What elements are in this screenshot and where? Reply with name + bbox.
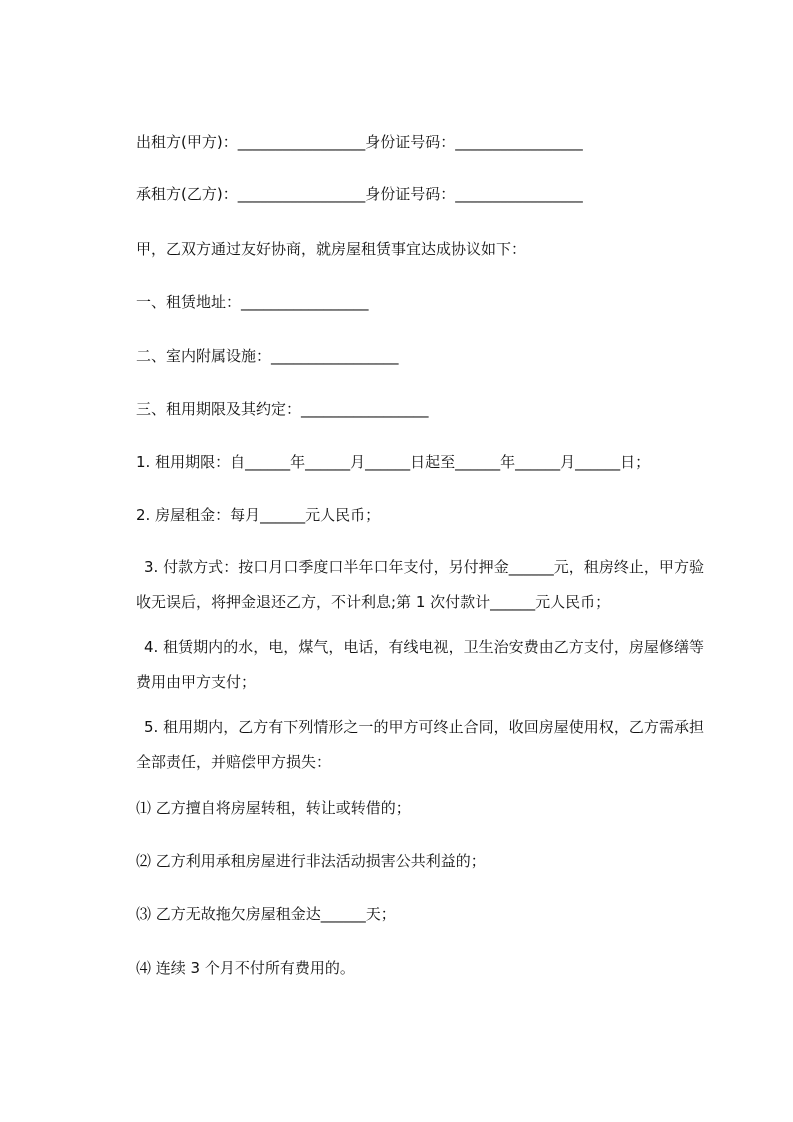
item-payment: 3. 付款方式：按口月口季度口半年口年支付，另付押金______元，租房终止，甲方验收无误后，将押金退还乙方，不计利息;第 1 次付款计______元人民币；	[136, 558, 704, 611]
item-rental-period: 1. 租用期限：自______年______月______日起至______年______月______日；	[136, 453, 651, 471]
sub-item-1: ⑴ 乙方擅自将房屋转租，转让或转借的；	[136, 799, 411, 817]
sub-item-2: ⑵ 乙方利用承租房屋进行非法活动损害公共利益的；	[136, 852, 486, 870]
sub-item-3: ⑶ 乙方无故拖欠房屋租金达______天；	[136, 905, 396, 923]
sub-item-4: ⑷ 连续 3 个月不付所有费用的。	[136, 959, 355, 977]
section-facilities: 二、室内附属设施：_________________	[136, 347, 399, 365]
intro-paragraph: 甲，乙双方通过友好协商，就房屋租赁事宜达成协议如下：	[136, 240, 527, 258]
section-term: 三、租用期限及其约定：_________________	[136, 400, 429, 418]
item-rent: 2. 房屋租金：每月______元人民币；	[136, 506, 381, 524]
lessor-line: 出租方(甲方)：_________________身份证号码：_________________	[136, 133, 583, 151]
lessee-line: 承租方(乙方)：_________________身份证号码：_________________	[136, 185, 583, 203]
section-rental-address: 一、租赁地址：_________________	[136, 293, 369, 311]
item-termination: 5. 租用期内，乙方有下列情形之一的甲方可终止合同，收回房屋使用权，乙方需承担全部责任，并赔偿甲方损失：	[136, 718, 704, 771]
item-utilities: 4. 租赁期内的水，电，煤气，电话，有线电视，卫生治安费由乙方支付，房屋修缮等费用由甲方支付；	[136, 638, 704, 691]
